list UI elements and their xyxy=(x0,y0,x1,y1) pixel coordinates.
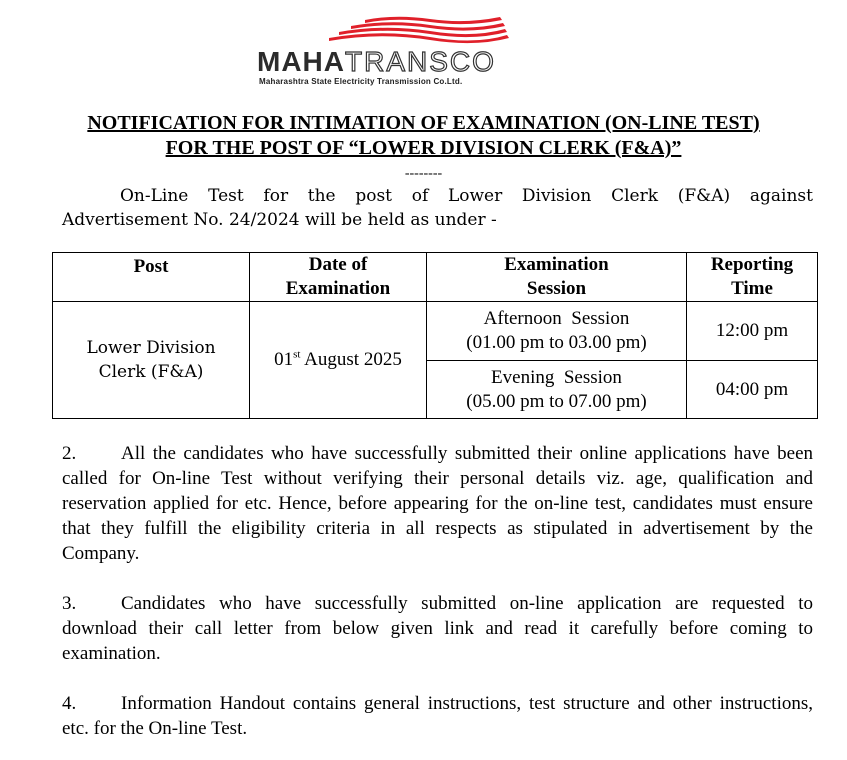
table-header-row xyxy=(53,253,818,302)
header-reporting xyxy=(687,253,818,302)
logo-stripes-icon xyxy=(255,14,615,46)
header-date-line1: Date of xyxy=(308,254,368,275)
cell-session-afternoon xyxy=(427,302,687,361)
intro-line2: Advertisement No. 24/2024 will be held as under - xyxy=(62,210,497,230)
header-post-label: Post xyxy=(133,256,169,277)
paragraph-number: 2. xyxy=(62,443,77,464)
cell-reporting-afternoon xyxy=(687,302,818,361)
date-suffix: st xyxy=(293,348,301,361)
notice-title-line1: NOTIFICATION FOR INTIMATION OF EXAMINATION (ON-LINE TEST) xyxy=(87,112,760,134)
reporting-time: 12:00 pm xyxy=(715,320,789,341)
header-session xyxy=(427,253,687,302)
logo-wordmark-outline: TRANSCO xyxy=(345,46,496,77)
header-session-line1: Examination xyxy=(504,254,609,275)
notice-title-line2: FOR THE POST OF “LOWER DIVISION CLERK (F&A)” xyxy=(165,137,682,159)
date-rest: August 2025 xyxy=(300,349,402,370)
table-row xyxy=(53,302,818,361)
paragraph-text: Information Handout contains general instructions, test structure and other instructions, etc. for the On-line Test. xyxy=(62,693,813,739)
paragraph-number: 3. xyxy=(62,593,77,614)
header-date-line2: Examination xyxy=(285,278,391,299)
header-session-line2: Session xyxy=(526,278,587,299)
session-time: (05.00 pm to 07.00 pm) xyxy=(466,390,647,412)
exam-schedule-table xyxy=(52,252,818,419)
paragraph-text: Candidates who have successfully submitted on-line application are requested to download their call letter from below given link and read it carefully before coming to examination. xyxy=(62,593,813,664)
header-reporting-line1: Reporting xyxy=(710,254,794,275)
cell-reporting-evening xyxy=(687,361,818,419)
session-name: Evening Session xyxy=(491,366,622,388)
paragraph-number: 4. xyxy=(62,693,77,714)
logo-wordmark xyxy=(257,48,496,76)
reporting-time: 04:00 pm xyxy=(715,378,789,400)
session-name: Afternoon Session xyxy=(483,308,630,329)
mahatransco-logo xyxy=(255,14,615,86)
logo-subtitle: Maharashtra State Electricity Transmission Co.Ltd. xyxy=(259,77,463,86)
post-line1: Lower Division xyxy=(86,338,216,358)
paragraph-3 xyxy=(62,591,813,666)
title-separator: -------- xyxy=(404,166,443,181)
date-day: 01 xyxy=(274,349,294,370)
paragraph-4 xyxy=(62,691,813,741)
cell-post xyxy=(53,302,250,419)
logo-wordmark-bold: MAHA xyxy=(257,46,345,77)
paragraph-2 xyxy=(62,441,813,566)
session-time: (01.00 pm to 03.00 pm) xyxy=(466,332,647,353)
cell-session-evening xyxy=(427,361,687,419)
cell-date xyxy=(250,302,427,419)
header-reporting-line2: Time xyxy=(731,278,773,299)
post-line2: Clerk (F&A) xyxy=(98,362,204,382)
header-date xyxy=(250,253,427,302)
header-post xyxy=(53,253,250,302)
intro-line1: On-Line Test for the post of Lower Division Clerk (F&A) against xyxy=(120,186,813,206)
paragraph-text: All the candidates who have successfully submitted their online applications have been called for On-line Test without verifying their personal details viz. age, qualification and reservation applied for etc. Hence, before appearing for the on-line test, candidates must ensure that they fulfill the eligibility criteria in all respects as stipulated in advertisement by the Company. xyxy=(62,443,813,564)
